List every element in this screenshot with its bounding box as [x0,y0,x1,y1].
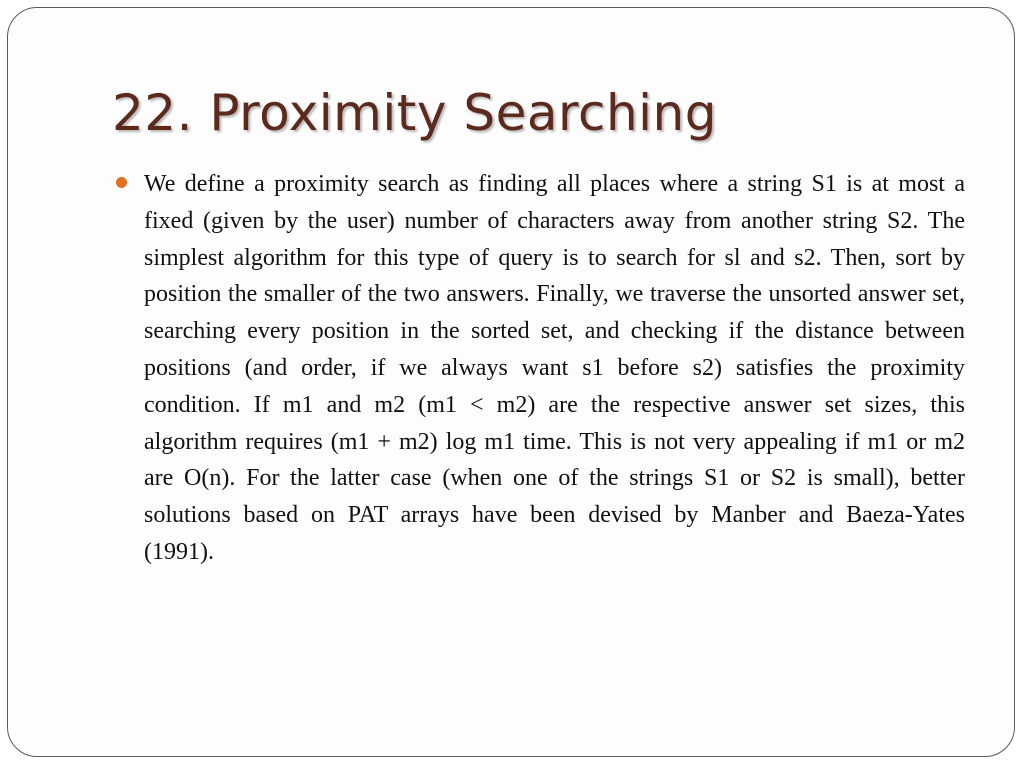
slide-title: 22. Proximity Searching [112,84,717,142]
bullet-item [115,166,965,571]
slide-body [115,166,965,571]
bullet-text: We define a proximity search as finding all places where a string S1 is at most a fixed (given by the user) number of characters away from another string S2. The simplest algorithm for this type of query is to search for sl and s2. Then, sort by position the smaller of the two answers. Finally, we traverse the unsorted answer set, searching every position in the sorted set, and checking if the distance between positions (and order, if we always want s1 before s2) satisfies the proximity condition. If m1 and m2 (m1 < m2) are the respective answer set sizes, this algorithm requires (m1 + m2) log m1 time. This is not very appealing if m1 or m2 are O(n). For the latter case (when one of the strings S1 or S2 is small), better solutions based on PAT arrays have been devised by Manber and Baeza-Yates (1991). [144,171,965,565]
bullet-icon [116,177,127,188]
